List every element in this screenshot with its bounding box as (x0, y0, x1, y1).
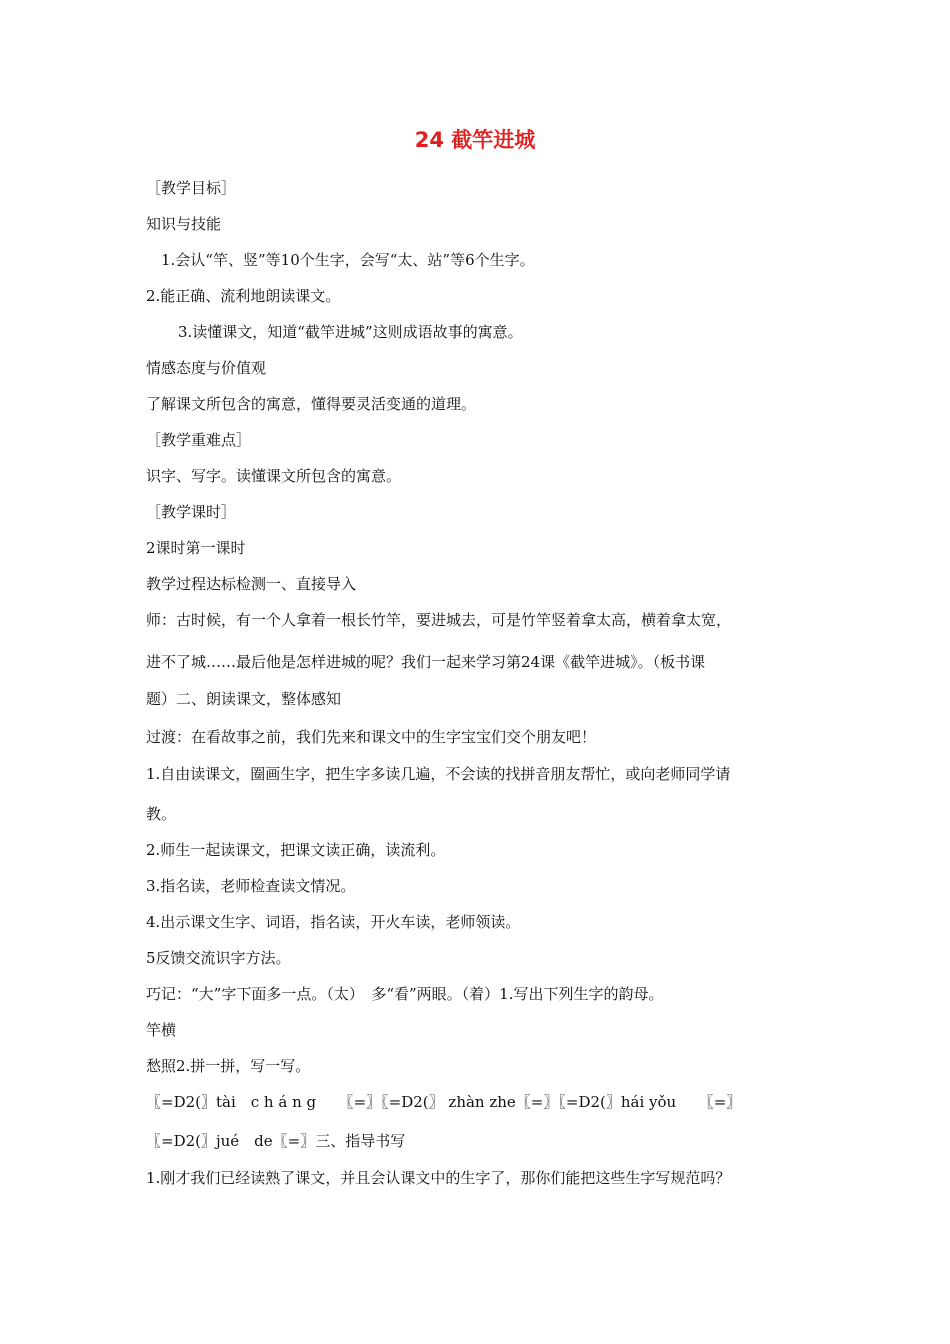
paragraph: 巧记：“大”字下面多一点。（太） 多“看”两眼。（着）1.写出下列生字的韵母。 (146, 985, 664, 1003)
paragraph: 识字、写字。读懂课文所包含的寓意。 (146, 467, 402, 485)
lesson-title: 24 截竿进城 (414, 128, 536, 152)
paragraph: 1.自由读课文，圈画生字，把生字多读几遍，不会读的找拼音朋友帮忙，或向老师同学请 (146, 765, 731, 783)
paragraph: 3.指名读，老师检查读文情况。 (146, 877, 356, 895)
goal-item-1: 1.会认“竿、竖”等10个生字，会写“太、站”等6个生字。 (161, 251, 535, 269)
paragraph: 过渡：在看故事之前，我们先来和课文中的生字宝宝们交个朋友吧！ (146, 728, 597, 746)
paragraph: 5反馈交流识字方法。 (146, 949, 291, 967)
goal-item-3: 3.读懂课文，知道“截竿进城”这则成语故事的寓意。 (178, 323, 523, 341)
pinyin-exercise-line: 〖=D2(〗jué de〖=〗三、指导书写 (146, 1132, 406, 1150)
paragraph: 4.出示课文生字、词语，指名读，开火车读，老师领读。 (146, 913, 521, 931)
paragraph: 题）二、朗读课文，整体感知 (146, 690, 342, 708)
section-heading-key-points: ［教学重难点］ (146, 431, 252, 449)
pinyin-exercise-line: 〖=D2(〗tài c h á n g 〖=〗〖=D2(〗 zhàn zhe〖=〗〖=D2(〗hái yǒu 〖=〗 (146, 1093, 742, 1111)
section-heading-class-hours: ［教学课时］ (146, 503, 237, 521)
paragraph: 1.刚才我们已经读熟了课文，并且会认课文中的生字了，那你们能把这些生字写规范吗？ (146, 1169, 731, 1187)
paragraph: 2课时第一课时 (146, 539, 246, 557)
subheading-knowledge-skills: 知识与技能 (146, 215, 222, 233)
paragraph: 愁照2.拼一拼，写一写。 (146, 1057, 311, 1075)
subheading-emotion-values: 情感态度与价值观 (146, 359, 267, 377)
paragraph: 师：古时候，有一个人拿着一根长竹竿，要进城去，可是竹竿竖着拿太高，横着拿太宽， (146, 611, 732, 629)
paragraph: 进不了城……最后他是怎样进城的呢？我们一起来学习第24课《截竿进城》。（板书课 (146, 653, 706, 671)
goal-item-2: 2.能正确、流利地朗读课文。 (146, 287, 341, 305)
paragraph: 教学过程达标检测一、直接导入 (146, 575, 357, 593)
paragraph: 了解课文所包含的寓意，懂得要灵活变通的道理。 (146, 395, 477, 413)
paragraph: 教。 (146, 805, 177, 823)
section-heading-teaching-goals: ［教学目标］ (146, 179, 237, 197)
paragraph: 竿横 (146, 1021, 177, 1039)
paragraph: 2.师生一起读课文，把课文读正确，读流利。 (146, 841, 446, 859)
